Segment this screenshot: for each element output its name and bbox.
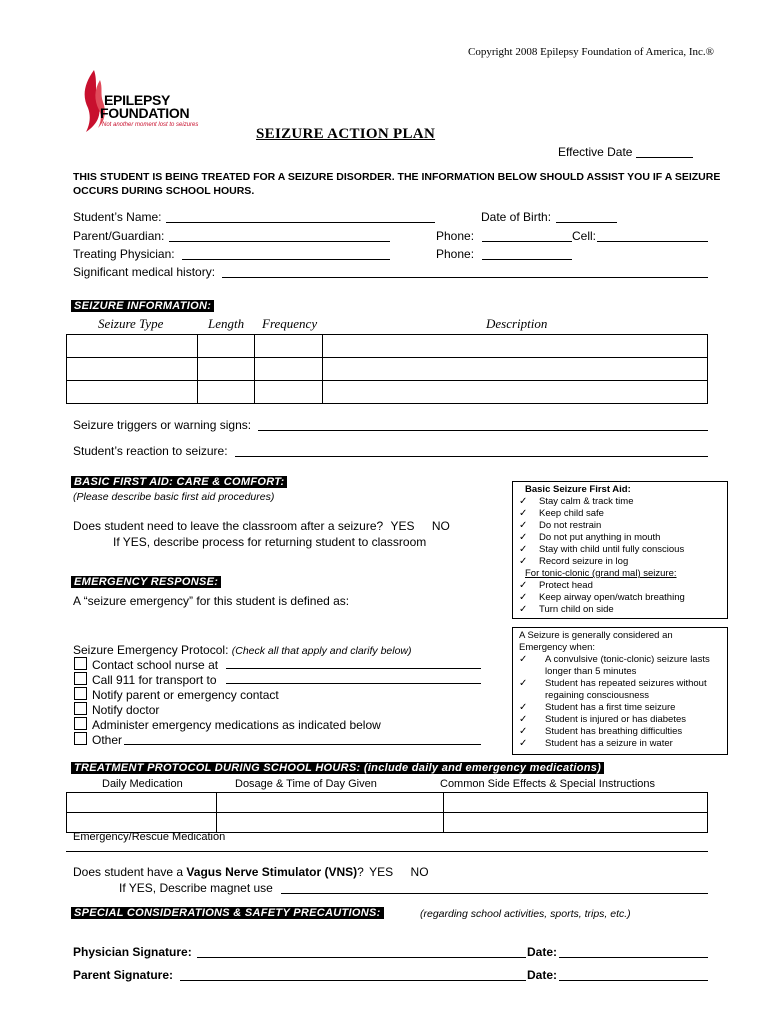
special-note: (regarding school activities, sports, trips, etc.) <box>420 908 631 920</box>
other-field[interactable] <box>124 744 481 745</box>
check-icon: ✓ <box>519 714 528 725</box>
col-side-effects: Common Side Effects & Special Instructions <box>440 778 656 790</box>
table-cell[interactable] <box>67 793 217 813</box>
protocol-option[interactable] <box>74 702 159 718</box>
leave-if-yes: If YES, describe process for returning student to classroom <box>113 535 427 549</box>
logo-line1: EPILEPSY <box>104 92 171 108</box>
triggers-label: Seizure triggers or warning signs: <box>73 418 252 432</box>
check-icon: ✓ <box>519 702 528 713</box>
first-aid-list <box>513 496 727 568</box>
list-item: ✓ A convulsive (tonic-clonic) seizure lasts longer than 5 minutes <box>519 654 710 677</box>
rescue-medication-field[interactable] <box>66 851 708 852</box>
table-row <box>67 793 708 813</box>
rescue-medication-label: Emergency/Rescue Medication <box>73 831 226 843</box>
table-cell[interactable] <box>217 793 444 813</box>
transport-field[interactable] <box>226 683 481 684</box>
col-length: Length <box>208 316 245 331</box>
physician-date-field[interactable] <box>559 957 708 958</box>
nurse-field[interactable] <box>226 668 481 669</box>
check-icon: ✓ <box>519 580 528 591</box>
option-label: Other <box>92 733 123 747</box>
list-item: ✓ Student has breathing difficulties <box>519 726 683 737</box>
option-label: Administer emergency medications as indicated below <box>92 718 381 732</box>
epilepsy-foundation-logo <box>80 70 210 134</box>
history-label: Significant medical history: <box>73 265 216 279</box>
list-item: ✓ Keep airway open/watch breathing <box>519 592 685 603</box>
table-cell[interactable] <box>198 358 255 381</box>
magnet-use-field[interactable] <box>281 893 708 894</box>
check-icon: ✓ <box>519 508 528 519</box>
option-label: Notify doctor <box>92 703 160 717</box>
vns-if-yes: If YES, Describe magnet use <box>119 881 273 895</box>
checkbox[interactable] <box>74 732 87 745</box>
table-row <box>67 335 708 358</box>
check-icon: ✓ <box>519 592 528 603</box>
table-row <box>67 358 708 381</box>
check-icon: ✓ <box>519 738 528 749</box>
table-cell[interactable] <box>323 335 708 358</box>
effective-date-label: Effective Date <box>558 145 633 159</box>
table-cell[interactable] <box>198 381 255 404</box>
checkbox[interactable] <box>74 687 87 700</box>
vns-question-bold: Vagus Nerve Stimulator (VNS) <box>186 865 358 879</box>
emergency-box-title-2: Emergency when: <box>519 642 596 653</box>
treatment-heading: TREATMENT PROTOCOL DURING SCHOOL HOURS: (include daily and emergency medications) <box>71 762 604 774</box>
emergency-criteria-box <box>512 627 728 755</box>
col-daily-medication: Daily Medication <box>102 778 183 790</box>
phone1-field[interactable] <box>482 241 572 242</box>
check-icon: ✓ <box>519 726 528 737</box>
vns-yes-option[interactable]: YES <box>369 865 394 879</box>
list-item: ✓ Stay calm & track time <box>519 496 634 507</box>
table-cell[interactable] <box>67 813 217 833</box>
table-cell[interactable] <box>323 381 708 404</box>
check-icon: ✓ <box>519 604 528 615</box>
check-icon: ✓ <box>519 556 528 567</box>
list-item: ✓ Protect head <box>519 580 593 591</box>
table-cell[interactable] <box>67 358 198 381</box>
effective-date-field[interactable] <box>636 157 693 158</box>
list-item: ✓ Record seizure in log <box>519 556 629 567</box>
option-label: Notify parent or emergency contact <box>92 688 279 702</box>
table-cell[interactable] <box>217 813 444 833</box>
parent-signature-field[interactable] <box>180 980 526 981</box>
list-item: ✓ Turn child on side <box>519 604 614 615</box>
physician-signature-field[interactable] <box>197 957 526 958</box>
phone2-label: Phone: <box>436 247 475 261</box>
protocol-option[interactable] <box>74 672 217 688</box>
first-aid-note: (Please describe basic first aid procedures) <box>73 491 275 503</box>
list-item: ✓ Student has repeated seizures without regaining consciousness <box>519 678 707 701</box>
col-dosage: Dosage & Time of Day Given <box>235 778 377 790</box>
protocol-option[interactable] <box>74 717 381 733</box>
check-icon: ✓ <box>519 520 528 531</box>
table-cell[interactable] <box>67 335 198 358</box>
tonic-clonic-list <box>513 580 727 616</box>
parent-label: Parent/Guardian: <box>73 229 165 243</box>
leave-classroom-question <box>73 519 450 533</box>
option-label: Contact school nurse at <box>92 658 219 672</box>
physician-date-label: Date: <box>527 945 558 959</box>
leave-question-text: Does student need to leave the classroom after a seizure? <box>73 519 384 533</box>
col-seizure-type: Seizure Type <box>98 316 164 331</box>
list-item: ✓ Do not restrain <box>519 520 602 531</box>
protocol-option[interactable] <box>74 732 122 748</box>
seizure-info-table <box>66 334 708 404</box>
list-item: ✓ Student has a seizure in water <box>519 738 673 749</box>
first-aid-box-title: Basic Seizure First Aid: <box>525 484 631 495</box>
list-item: ✓ Student is injured or has diabetes <box>519 714 687 725</box>
seizure-info-heading: SEIZURE INFORMATION: <box>71 300 214 312</box>
table-cell[interactable] <box>323 358 708 381</box>
table-cell[interactable] <box>444 813 708 833</box>
parent-date-field[interactable] <box>559 980 708 981</box>
check-icon: ✓ <box>519 532 528 543</box>
table-row <box>67 813 708 833</box>
physician-field[interactable] <box>182 259 390 260</box>
emergency-criteria-list <box>513 654 727 750</box>
tonic-clonic-heading: For tonic-clonic (grand mal) seizure: <box>525 568 677 579</box>
parent-signature-label: Parent Signature: <box>73 968 174 982</box>
col-frequency: Frequency <box>262 316 318 331</box>
first-aid-box <box>512 481 728 619</box>
student-name-label: Student’s Name: <box>73 210 162 224</box>
table-cell[interactable] <box>255 335 323 358</box>
student-name-field[interactable] <box>166 222 435 223</box>
emergency-box-title-1: A Seizure is generally considered an <box>519 630 673 641</box>
history-field[interactable] <box>222 277 708 278</box>
emergency-definition: A “seizure emergency” for this student is defined as: <box>73 594 350 608</box>
vns-no-option[interactable]: NO <box>410 865 429 879</box>
vns-question-post: ? <box>357 865 364 879</box>
list-item: ✓ Student has a first time seizure <box>519 702 676 713</box>
dob-field[interactable] <box>556 222 617 223</box>
vns-question-pre: Does student have a <box>73 865 187 879</box>
list-item: ✓ Do not put anything in mouth <box>519 532 661 543</box>
table-row <box>67 381 708 404</box>
table-cell[interactable] <box>255 358 323 381</box>
protocol-label: Seizure Emergency Protocol: <box>73 643 229 657</box>
check-icon: ✓ <box>519 678 528 689</box>
copyright: Copyright 2008 Epilepsy Foundation of America, Inc.® <box>468 46 715 58</box>
vns-question <box>73 865 429 879</box>
parent-field[interactable] <box>169 241 390 242</box>
physician-label: Treating Physician: <box>73 247 175 261</box>
reaction-field[interactable] <box>235 456 708 457</box>
leave-no-option[interactable]: NO <box>431 519 450 533</box>
protocol-option[interactable] <box>74 687 279 703</box>
table-cell[interactable] <box>444 793 708 813</box>
parent-date-label: Date: <box>527 968 558 982</box>
intro-text: THIS STUDENT IS BEING TREATED FOR A SEIZURE DISORDER. THE INFORMATION BELOW SHOULD ASSIST YOU IF A SEIZURE OCCURS DURING SCHOOL HOURS. <box>73 171 721 197</box>
page-title: SEIZURE ACTION PLAN <box>256 126 436 142</box>
checkbox[interactable] <box>74 702 87 715</box>
special-heading: SPECIAL CONSIDERATIONS & SAFETY PRECAUTIONS: <box>71 907 384 919</box>
list-item: ✓ Stay with child until fully conscious <box>519 544 685 555</box>
check-icon: ✓ <box>519 654 528 665</box>
option-label: Call 911 for transport to <box>92 673 217 687</box>
checkbox[interactable] <box>74 717 87 730</box>
check-icon: ✓ <box>519 544 528 555</box>
checkbox[interactable] <box>74 657 87 670</box>
cell-field[interactable] <box>597 241 708 242</box>
cell-label: Cell: <box>572 229 597 243</box>
checkbox[interactable] <box>74 672 87 685</box>
protocol-note: (Check all that apply and clarify below) <box>231 645 412 657</box>
logo-line2: FOUNDATION <box>100 105 190 121</box>
check-icon: ✓ <box>519 496 528 507</box>
logo-tagline: Not another moment lost to seizures <box>102 122 199 128</box>
protocol-option[interactable] <box>74 657 218 673</box>
triggers-field[interactable] <box>258 430 708 431</box>
table-cell[interactable] <box>255 381 323 404</box>
physician-signature-label: Physician Signature: <box>73 945 192 959</box>
protocol-label-row <box>73 643 412 657</box>
first-aid-heading: BASIC FIRST AID: CARE & COMFORT: <box>71 476 287 488</box>
treatment-table <box>66 792 708 833</box>
reaction-label: Student’s reaction to seizure: <box>73 444 228 458</box>
col-description: Description <box>486 316 548 331</box>
phone2-field[interactable] <box>482 259 572 260</box>
list-item: ✓ Keep child safe <box>519 508 604 519</box>
table-cell[interactable] <box>67 381 198 404</box>
emergency-heading: EMERGENCY RESPONSE: <box>71 576 221 588</box>
phone1-label: Phone: <box>436 229 475 243</box>
leave-yes-option[interactable]: YES <box>390 519 415 533</box>
table-cell[interactable] <box>198 335 255 358</box>
dob-label: Date of Birth: <box>481 210 552 224</box>
